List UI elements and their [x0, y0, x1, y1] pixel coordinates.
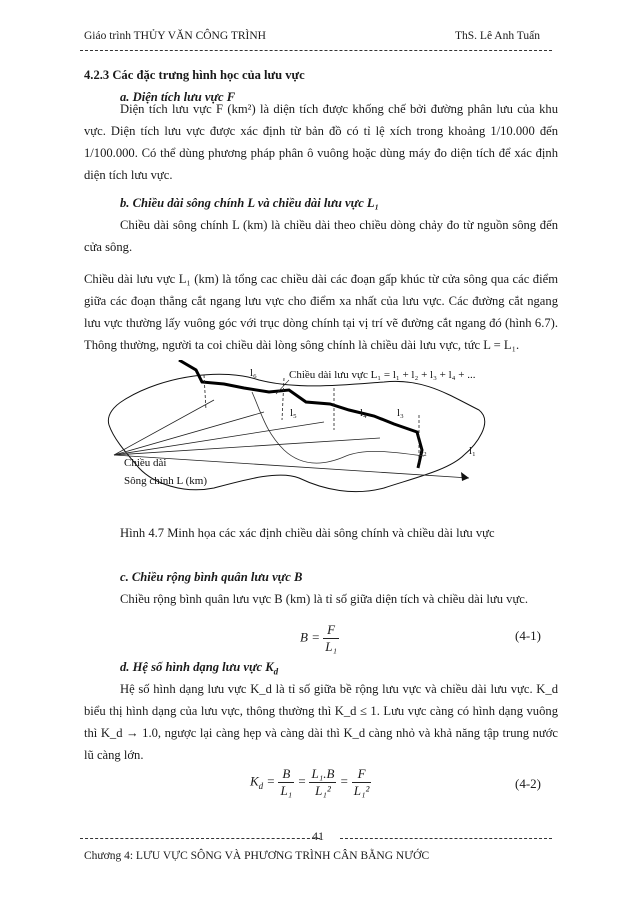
watershed-figure [84, 360, 558, 510]
subsection-b-paragraph-1: Chiều dài sông chính L (km) là chiều dài theo chiều dòng chảy đo từ nguồn sông đến cửa sông. [84, 218, 558, 254]
subsection-a-paragraph: Diện tích lưu vực F (km²) là diện tích được khống chế bởi đường phân lưu của khu vực. Diện tích lưu vực được xác định từ bản đồ có tỉ lệ xích trong khoảng 1/10.000 đến 1/100.000. Có thể dùng phương pháp phân ô vuông hoặc dùng máy đo diện tích để xác định diện tích lưu vực. [84, 102, 558, 182]
eq2-f2-numerator: L₁.B [311, 766, 335, 781]
equation-4-1-number: (4-1) [515, 628, 541, 643]
eq2-lhs: K [250, 773, 259, 789]
eq2-f3-numerator: F [352, 766, 372, 783]
running-header-title: Giáo trình THỦY VĂN CÔNG TRÌNH [84, 30, 266, 42]
equation-4-2-number: (4-2) [515, 776, 541, 791]
equation-4-1 [300, 622, 339, 655]
eq1-denominator: L₁ [325, 639, 337, 654]
subsection-d-paragraph: Hệ số hình dạng lưu vực K_d là tỉ số giữa bề rộng lưu vực và chiều dài lưu vực. K_d biểu thị hình dạng của lưu vực, thông thường thì K_d ≤ 1. Lưu vực càng có hình dạng vuông thì K_d → 1.0, ngược lại càng hẹp và càng dài thì K_d càng nhỏ và khả năng tập trung nước lũ càng lớn. [84, 682, 558, 762]
figure-label-l2: l₂ [420, 445, 427, 457]
subsection-c-title: c. Chiều rộng bình quân lưu vực B [120, 570, 303, 584]
figure-label-l3: l₃ [397, 407, 404, 419]
eq2-f1-numerator: B [278, 766, 294, 783]
eq2-f1-denominator: L₁ [280, 783, 293, 798]
eq2-fraction-2 [309, 766, 336, 799]
running-header-author: ThS. Lê Anh Tuấn [455, 30, 540, 42]
figure-caption: Hình 4.7 Minh họa các xác định chiều dài sông chính và chiều dài lưu vực [120, 526, 495, 540]
page-number: 41 [312, 829, 324, 843]
eq2-lhs-subscript: d [258, 781, 264, 792]
subsection-b-title: b. Chiều dài sông chính L và chiều dài lưu vực L₁ [120, 196, 380, 210]
subsection-a-title: a. Diện tích lưu vực F [120, 90, 236, 104]
figure-label-main-river-2: Sông chính L (km) [124, 475, 207, 487]
eq2-f2-denominator: L₁² [315, 783, 331, 798]
figure-label-l6: l₆ [250, 367, 257, 379]
header-rule [80, 50, 552, 51]
running-footer-chapter: Chương 4: LƯU VỰC SÔNG VÀ PHƯƠNG TRÌNH CÂN BẰNG NƯỚC [84, 850, 430, 862]
section-title: 4.2.3 Các đặc trưng hình học của lưu vực [84, 68, 305, 82]
eq1-numerator: F [323, 622, 339, 639]
eq2-fraction-1 [278, 766, 294, 799]
footer-rule-right [340, 838, 552, 839]
subsection-d-title-subscript: d [273, 666, 279, 677]
subsection-d-title-text: d. Hệ số hình dạng lưu vực K [120, 660, 274, 674]
eq1-lhs: B = [300, 629, 320, 645]
equation-4-2: $K_d$ = $\frac{B}{\text{L₁}}$ = $\frac{\text{L₁.B}}{\text{L₁²}}$ = $\frac{F}{\text{L₁²}}$ [250, 766, 370, 798]
eq2-f3-denominator: L₁² [353, 783, 370, 798]
subsection-b-paragraph-2: Chiều dài lưu vực L₁ (km) là tổng cac chiều dài các đoạn gấp khúc từ cửa sông qua các điểm giữa các đoạn thẳng cắt ngang lưu vực cho điểm xa nhất của lưu vực. Các đường cắt ngang lưu vực thường lấy vuông góc với trục dòng chính tại vị trí vẽ đường cắt ngang đó (hình 6.7). Thông thường, người ta coi chiều dài lòng sông chính là chiều dài lưu vực, tức L = L₁. [84, 272, 558, 352]
figure-label-l4: l₄ [360, 407, 367, 419]
figure-label-main-river-1: Chiều dài [124, 457, 167, 469]
eq1-fraction [323, 622, 339, 655]
eq2-fraction-3 [352, 766, 372, 799]
figure-label-l5: l₅ [290, 407, 297, 419]
figure-label-l1: l₁ [469, 445, 476, 457]
tributary-path [252, 392, 424, 463]
subsection-c-paragraph: Chiều rộng bình quân lưu vực B (km) là tỉ số giữa diện tích và chiều dài lưu vực. [120, 592, 529, 606]
footer-rule-left [80, 838, 320, 839]
figure-label-total-length: Chiều dài lưu vực L₁ = l₁ + l₂ + l₃ + l₄ + ... [289, 369, 476, 381]
